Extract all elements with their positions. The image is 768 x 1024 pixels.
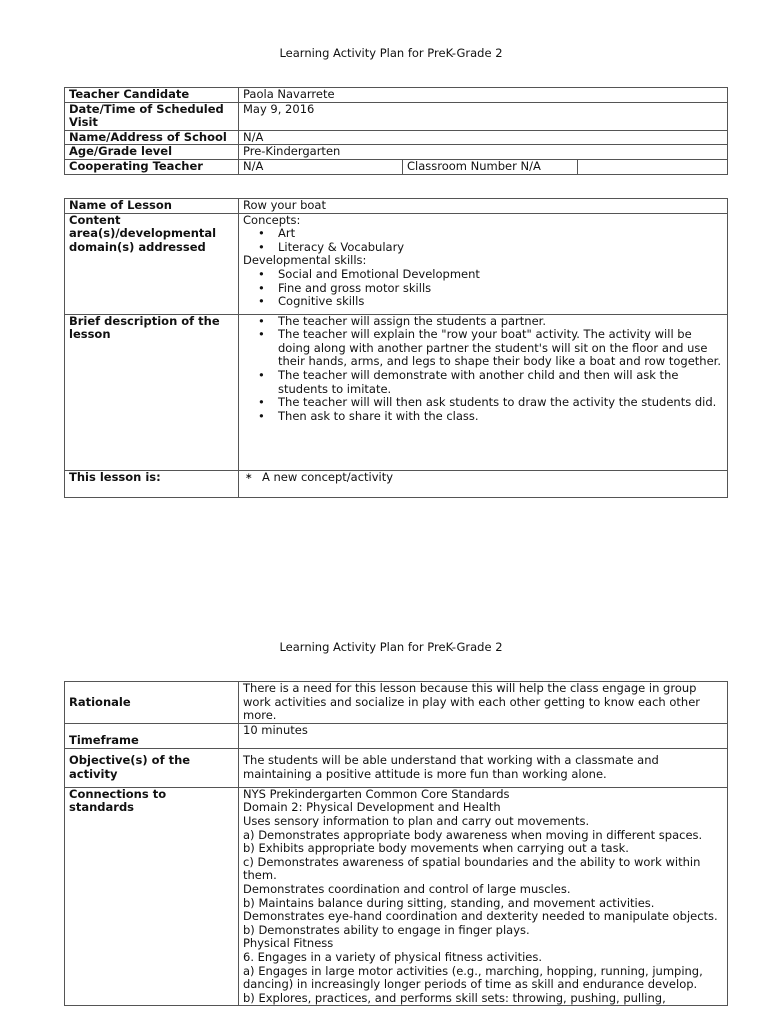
list-item: • Fine and gross motor skills <box>278 282 723 296</box>
standards-value <box>239 787 728 1006</box>
standards-line: Demonstrates eye-hand coordination and dexterity needed to manipulate objects. <box>243 909 718 924</box>
classroom-number: Classroom Number N/A <box>403 159 578 174</box>
info-table <box>64 87 728 175</box>
brief-description-list <box>243 315 723 424</box>
brief-description-label: Brief description of the lesson <box>65 314 239 470</box>
timeframe-value: 10 minutes <box>239 723 728 748</box>
teacher-candidate-value: Paola Navarrete <box>239 88 728 103</box>
cooperating-teacher-value: N/A <box>239 159 403 174</box>
list-item: • Social and Emotional Development <box>278 268 723 282</box>
standards-line: Uses sensory information to plan and carry out movements. <box>243 813 590 828</box>
grade-value: Pre-Kindergarten <box>239 145 728 160</box>
standards-line: Physical Fitness <box>243 936 334 951</box>
standards-line: Demonstrates coordination and control of large muscles. <box>243 881 571 896</box>
lesson-name-label: Name of Lesson <box>65 199 239 214</box>
school-value: N/A <box>239 130 728 145</box>
cooperating-teacher-label: Cooperating Teacher <box>65 159 239 174</box>
content-area-label: Content area(s)/developmental domain(s) addressed <box>65 213 239 314</box>
page2-heading: Learning Activity Plan for PreK-Grade 2 <box>279 640 503 654</box>
rationale-label: Rationale <box>65 682 239 724</box>
this-lesson-value <box>239 470 728 497</box>
lesson-table <box>64 198 728 498</box>
list-item: • The teacher will explain the "row your boat" activity. The activity will be doing along with another partner the student's will sit on the floor and use their hands, arms, and legs to shape their body like a boat and row together. <box>278 328 723 369</box>
rationale-value: There is a need for this lesson because this will help the class engage in group work activities and socialize in play with each other getting to know each other more. <box>239 682 728 724</box>
list-item: • Art <box>278 227 723 241</box>
date-label: Date/Time of Scheduled Visit <box>65 102 239 130</box>
standards-line: b) Explores, practices, and performs skill sets: throwing, pushing, pulling, <box>243 990 666 1005</box>
concepts-list <box>243 227 723 254</box>
school-label: Name/Address of School <box>65 130 239 145</box>
standards-label: Connections to standards <box>65 787 239 1006</box>
this-lesson-label: This lesson is: <box>65 470 239 497</box>
list-item: • The teacher will assign the students a partner. <box>278 315 723 329</box>
list-item: • Then ask to share it with the class. <box>278 410 723 424</box>
grade-label: Age/Grade level <box>65 145 239 160</box>
developmental-skills-list <box>243 268 723 309</box>
date-value: May 9, 2016 <box>239 102 728 130</box>
list-item: • The teacher will demonstrate with another child and then will ask the students to imitate. <box>278 369 723 396</box>
standards-line: b) Exhibits appropriate body movements when carrying out a task. <box>243 841 629 856</box>
timeframe-label: Timeframe <box>65 723 239 748</box>
page1-heading: Learning Activity Plan for PreK-Grade 2 <box>279 46 503 60</box>
lesson-name-value: Row your boat <box>239 199 728 214</box>
developmental-skills-title: Developmental skills: <box>243 253 367 268</box>
empty-cell <box>578 159 728 174</box>
concepts-title: Concepts: <box>243 212 301 227</box>
standards-line: Domain 2: Physical Development and Health <box>243 800 501 815</box>
objectives-label: Objective(s) of the activity <box>65 748 239 787</box>
list-item: • Literacy & Vocabulary <box>278 241 723 255</box>
brief-description-value <box>239 314 728 470</box>
standards-line: b) Demonstrates ability to engage in finger plays. <box>243 922 530 937</box>
standards-line: a) Engages in large motor activities (e.g., marching, hopping, running, jumping, dancing) in increasingly longer periods of time as skill and endurance develop. <box>243 963 703 992</box>
activity-table <box>64 681 728 1006</box>
standards-line: c) Demonstrates awareness of spatial boundaries and the ability to work within them. <box>243 854 701 883</box>
standards-line: b) Maintains balance during sitting, standing, and movement activities. <box>243 895 655 910</box>
teacher-candidate-label: Teacher Candidate <box>65 88 239 103</box>
objectives-value: The students will be able understand that working with a classmate and maintaining a positive attitude is more fun than working alone. <box>239 748 728 787</box>
standards-line: 6. Engages in a variety of physical fitness activities. <box>243 949 543 964</box>
standards-line: a) Demonstrates appropriate body awareness when moving in different spaces. <box>243 827 703 842</box>
list-item: • Cognitive skills <box>278 295 723 309</box>
list-item: • The teacher will will then ask students to draw the activity the students did. <box>278 396 723 410</box>
content-area-value <box>239 213 728 314</box>
list-item: ∗ A new concept/activity <box>262 471 723 485</box>
standards-line: NYS Prekindergarten Common Core Standards <box>243 786 510 801</box>
this-lesson-list <box>243 471 723 485</box>
